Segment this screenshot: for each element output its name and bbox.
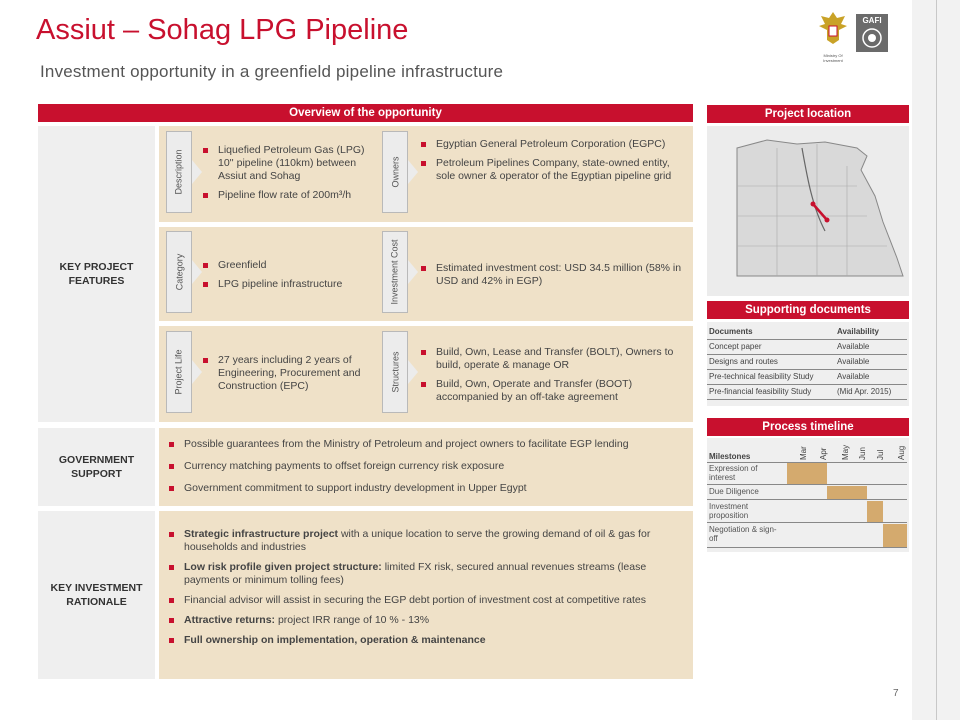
structures-item: Build, Own, Lease and Transfer (BOLT), Owners to build, operate & manage OR bbox=[418, 346, 688, 372]
timeline-month: Apr bbox=[819, 447, 828, 460]
rationale-item: Financial advisor will assist in securing the EGP debt portion of investment cost at competitive rates bbox=[166, 594, 692, 607]
tab-description: Description bbox=[166, 131, 192, 213]
egypt-map bbox=[707, 126, 909, 296]
tab-structures: Structures bbox=[382, 331, 408, 413]
tab-investment-cost-arrow bbox=[408, 260, 418, 284]
gafi-emblem-icon bbox=[856, 25, 888, 51]
gov-support-list bbox=[166, 438, 691, 501]
ministry-logo-text: Ministry Of Investment bbox=[823, 53, 843, 63]
gafi-logo bbox=[856, 14, 888, 52]
timeline-month: Jul bbox=[876, 449, 885, 460]
timeline-bar bbox=[883, 524, 907, 547]
documents-row: Concept paper Available bbox=[707, 340, 907, 355]
structures-list bbox=[418, 346, 688, 410]
right-margin-line bbox=[936, 0, 937, 720]
timeline-row: Investment proposition bbox=[707, 501, 907, 523]
timeline-row: Expression of interest bbox=[707, 463, 907, 485]
category-item: Greenfield bbox=[200, 259, 378, 272]
timeline-row: Due Diligence bbox=[707, 486, 907, 500]
timeline-month: Jun bbox=[858, 447, 867, 460]
timeline-header: Process timeline bbox=[707, 418, 909, 436]
rationale-list bbox=[166, 528, 692, 653]
documents-header: Supporting documents bbox=[707, 301, 909, 319]
row-label-gov-support: GOVERNMENT SUPPORT bbox=[38, 428, 155, 506]
documents-table bbox=[707, 322, 909, 406]
owners-list bbox=[418, 138, 688, 189]
rationale-item: Attractive returns: project IRR range of 10 % - 13% bbox=[166, 614, 692, 627]
sohag-marker bbox=[825, 218, 830, 223]
project-life-list bbox=[200, 354, 380, 399]
owners-item: Egyptian General Petroleum Corporation (EGPC) bbox=[418, 138, 688, 151]
documents-row: Pre-technical feasibility Study Available bbox=[707, 370, 907, 385]
overview-header: Overview of the opportunity bbox=[38, 104, 693, 122]
tab-investment-cost: Investment Cost bbox=[382, 231, 408, 313]
timeline-milestones-label: Milestones bbox=[709, 452, 751, 461]
tab-owners: Owners bbox=[382, 131, 408, 213]
documents-table-header: Documents Availability bbox=[707, 325, 907, 340]
description-item: Pipeline flow rate of 200m³/h bbox=[200, 189, 378, 202]
category-item: LPG pipeline infrastructure bbox=[200, 278, 378, 291]
gov-support-item: Possible guarantees from the Ministry of Petroleum and project owners to facilitate EGP lending bbox=[166, 438, 691, 451]
eagle-emblem-icon bbox=[815, 8, 851, 48]
timeline-bar bbox=[827, 486, 867, 499]
description-list bbox=[200, 144, 378, 208]
page-subtitle: Investment opportunity in a greenfield pipeline infrastructure bbox=[40, 62, 504, 81]
owners-item: Petroleum Pipelines Company, state-owned entity, sole owner & operator of the Egyptian pipeline grid bbox=[418, 157, 688, 183]
investment-cost-list bbox=[418, 262, 688, 294]
category-list bbox=[200, 259, 378, 297]
tab-owners-arrow bbox=[408, 160, 418, 184]
timeline-bar bbox=[867, 501, 883, 522]
tab-project-life: Project Life bbox=[166, 331, 192, 413]
documents-row: Pre-financial feasibility Study (Mid Apr. 2015) bbox=[707, 385, 907, 400]
tab-category: Category bbox=[166, 231, 192, 313]
timeline-table bbox=[707, 438, 909, 552]
assiut-marker bbox=[811, 202, 816, 207]
rationale-item: Full ownership on implementation, operation & maintenance bbox=[166, 634, 692, 647]
description-item: Liquefied Petroleum Gas (LPG) 10'' pipeline (110km) between Assiut and Sohag bbox=[200, 144, 378, 183]
documents-row: Designs and routes Available bbox=[707, 355, 907, 370]
timeline-row: Negotiation & sign-off bbox=[707, 524, 907, 548]
gov-support-item: Government commitment to support industry development in Upper Egypt bbox=[166, 482, 691, 495]
timeline-month: Mar bbox=[799, 446, 808, 460]
timeline-month: Aug bbox=[897, 445, 906, 460]
ministry-logo bbox=[815, 8, 851, 63]
rationale-item: Strategic infrastructure project with a unique location to serve the growing demand of oil & gas for households and industries bbox=[166, 528, 692, 554]
tab-structures-arrow bbox=[408, 360, 418, 384]
gov-support-item: Currency matching payments to offset foreign currency risk exposure bbox=[166, 460, 691, 473]
timeline-bar bbox=[787, 463, 827, 484]
location-header: Project location bbox=[707, 105, 909, 123]
structures-item: Build, Own, Operate and Transfer (BOOT) accompanied by an off-take agreement bbox=[418, 378, 688, 404]
location-map-panel bbox=[707, 126, 909, 296]
row-label-rationale: KEY INVESTMENT RATIONALE bbox=[38, 511, 155, 679]
gafi-logo-text: GAFI bbox=[862, 16, 882, 25]
rationale-item: Low risk profile given project structure: limited FX risk, secured annual revenues streams (lease payments or minimum tolling fees) bbox=[166, 561, 692, 587]
page-number: 7 bbox=[893, 688, 899, 699]
row-label-key-features: KEY PROJECT FEATURES bbox=[38, 126, 155, 422]
project-life-item: 27 years including 2 years of Engineering, Procurement and Construction (EPC) bbox=[200, 354, 380, 393]
page-title: Assiut – Sohag LPG Pipeline bbox=[36, 14, 409, 46]
investment-cost-item: Estimated investment cost: USD 34.5 million (58% in USD and 42% in EGP) bbox=[418, 262, 688, 288]
timeline-month: May bbox=[841, 444, 850, 460]
